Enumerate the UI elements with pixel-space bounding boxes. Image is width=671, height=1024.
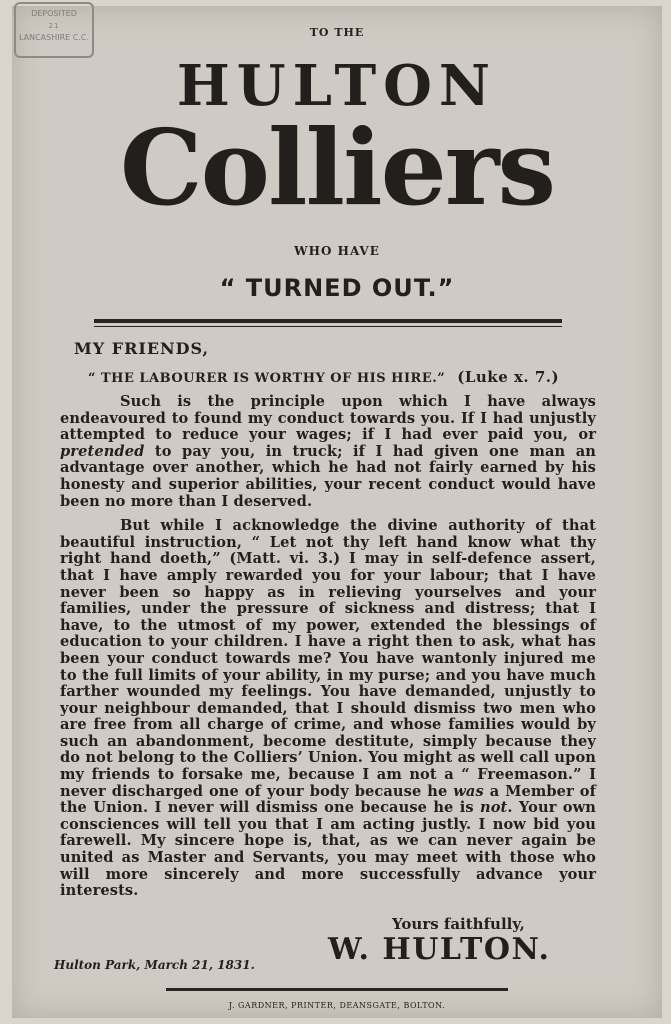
- quote-reference: (Luke x. 7.): [457, 368, 560, 386]
- paragraph-2: [60, 518, 596, 900]
- paragraph-1-text-a: Such is the principle upon which I have always endeavoured to found my conduct towards you. If I had unjustly attempted to reduce your wages; if I had ever paid you, or: [60, 393, 596, 444]
- paragraph-1-text-c: to pay you, in truck; if I had given one man an advantage over another, which he had not fairly earned by his honesty and superior abilities, your recent conduct would have been no more than I deserved.: [60, 442, 596, 510]
- header-who-have: WHO HAVE: [294, 244, 380, 258]
- header-rule-thick: [94, 319, 562, 323]
- paragraph-2-text-c: a Member of the Union. I never will dismiss one because he is: [60, 782, 596, 817]
- closing-yours: Yours faithfully,: [392, 915, 525, 933]
- paragraph-2-text-a: But while I acknowledge the divine authority of that beautiful instruction, “ Let not thy left hand know what thy right hand doeth,” (Matt. vi. 3.) I may in self-defence assert, that I have amply rewarded you for your labour; that I have never been so happy as in relieving yourselves and your families, under the pressure of sickness and distress; that I have, to the utmost of my power, extended the blessings of education to your children. I have a right then to ask, what has been your conduct towards me? You have wantonly injured me to the full limits of your ability, in my purse; and you have much farther wounded my feelings. You have demanded, unjustly to your neighbour demanded, that I should dismiss two men who are free from all charge of crime, and whose families would by such an abandonment, become destitute, simply because they do not belong to the Colliers’ Union. You might as well call upon my friends to forsake me, because I am not a “ Freemason.” I never discharged one of your body because he: [60, 517, 596, 800]
- footer-rule: [166, 988, 508, 991]
- signature: W. HULTON.: [328, 932, 551, 967]
- header-hulton: HULTON: [176, 53, 498, 119]
- header-colliers: Colliers: [119, 106, 555, 229]
- printer-imprint: J. GARDNER, PRINTER, DEANSGATE, BOLTON.: [228, 1001, 446, 1010]
- header-rule-thin: [94, 326, 562, 327]
- paragraph-1-emphasis: pretended: [60, 442, 145, 460]
- place-date: Hulton Park, March 21, 1831.: [54, 958, 255, 972]
- stamp-mid: 21: [48, 22, 60, 30]
- paragraph-1: [60, 394, 596, 510]
- paragraph-2-text-e: Your own consciences will tell you that I am acting justly. I now bid you farewell. My sincere hope is, that, as we can never again be united as Master and Servants, you may meet with those who will more sincerely and more successfully advance your interests.: [60, 799, 596, 900]
- letter-body: [60, 394, 596, 908]
- paragraph-2-emphasis-was: was: [453, 782, 484, 800]
- quote-text: “ THE LABOURER IS WORTHY OF HIS HIRE.”: [88, 371, 446, 386]
- scripture-quote: [88, 368, 559, 386]
- header-to-the: TO THE: [309, 26, 365, 39]
- greeting: MY FRIENDS,: [74, 339, 210, 358]
- paragraph-2-emphasis-not: not.: [480, 799, 513, 817]
- stamp-top: DEPOSITED: [31, 9, 77, 18]
- stamp-bottom: LANCASHIRE C.C.: [18, 33, 90, 42]
- header-turned-out: “ TURNED OUT.”: [219, 274, 455, 302]
